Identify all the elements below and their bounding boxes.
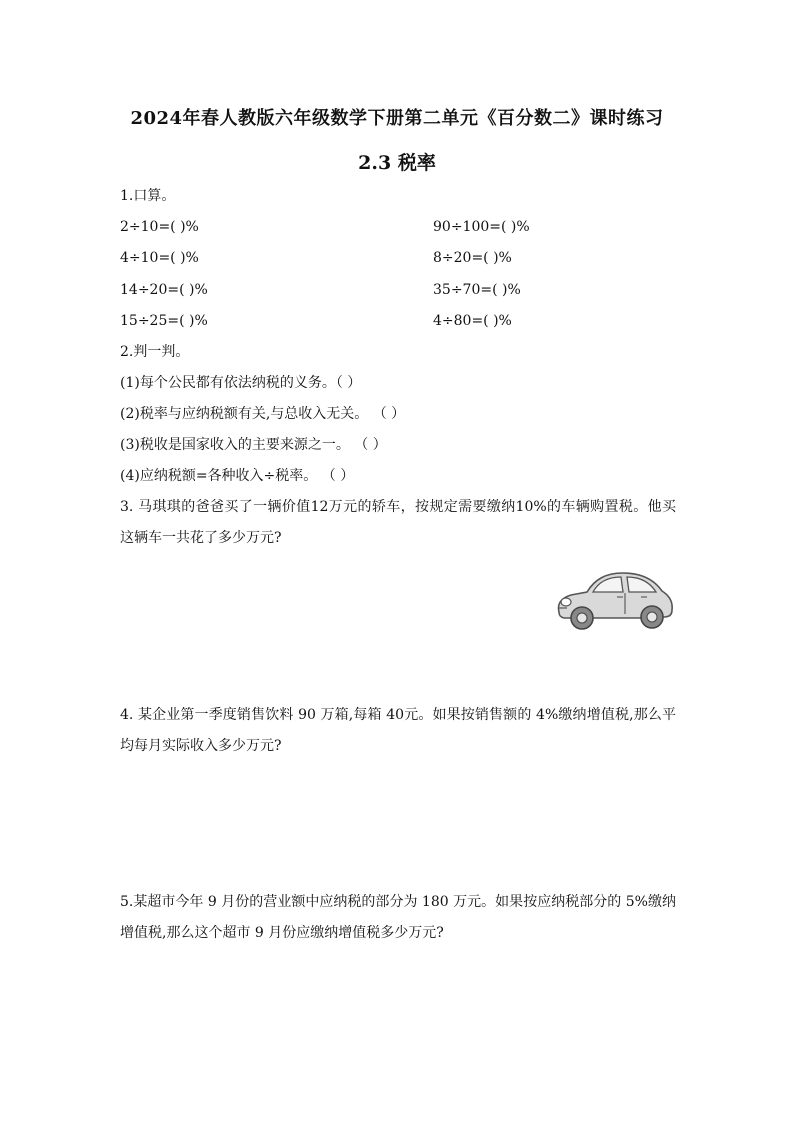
mental-math-item: 15÷25=( )% bbox=[120, 313, 208, 329]
question-4-text: 4. 某企业第一季度销售饮料 90 万箱,每箱 40元。如果按销售额的 4%缴纳增值税,那么平均每月实际收入多少万元? bbox=[120, 707, 676, 754]
mental-math-item: 4÷10=( )% bbox=[120, 250, 199, 266]
true-false-item: (1)每个公民都有依法纳税的义务。（ ） bbox=[120, 375, 362, 391]
document-title: 2024年春人教版六年级数学下册第二单元《百分数二》课时练习 bbox=[130, 108, 664, 129]
true-false-item: (2)税率与应纳税额有关,与总收入无关。 （ ） bbox=[120, 406, 406, 422]
mental-math-item: 4÷80=( )% bbox=[433, 313, 512, 329]
true-false-item: (3)税收是国家收入的主要来源之一。 （ ） bbox=[120, 437, 387, 453]
mental-math-item: 14÷20=( )% bbox=[120, 282, 208, 298]
question-5-text: 5.某超市今年 9 月份的营业额中应纳税的部分为 180 万元。如果按应纳税部分的 5%缴纳增值税,那么这个超市 9 月份应缴纳增值税多少万元? bbox=[120, 894, 676, 941]
mental-math-item: 2÷10=( )% bbox=[120, 219, 199, 235]
section-title: 2.3 税率 bbox=[358, 152, 436, 174]
mental-math-item: 90÷100=( )% bbox=[433, 219, 530, 235]
question-1-heading: 1.口算。 bbox=[120, 188, 176, 204]
mental-math-item: 35÷70=( )% bbox=[433, 282, 521, 298]
question-2-heading: 2.判一判。 bbox=[120, 344, 190, 360]
mental-math-item: 8÷20=( )% bbox=[433, 250, 512, 266]
car-icon bbox=[553, 566, 677, 632]
true-false-item: (4)应纳税额=各种收入÷税率。 （ ） bbox=[120, 468, 355, 484]
question-3-text: 3. 马琪琪的爸爸买了一辆价值12万元的轿车，按规定需要缴纳10%的车辆购置税。他买这辆车一共花了多少万元? bbox=[120, 499, 676, 546]
